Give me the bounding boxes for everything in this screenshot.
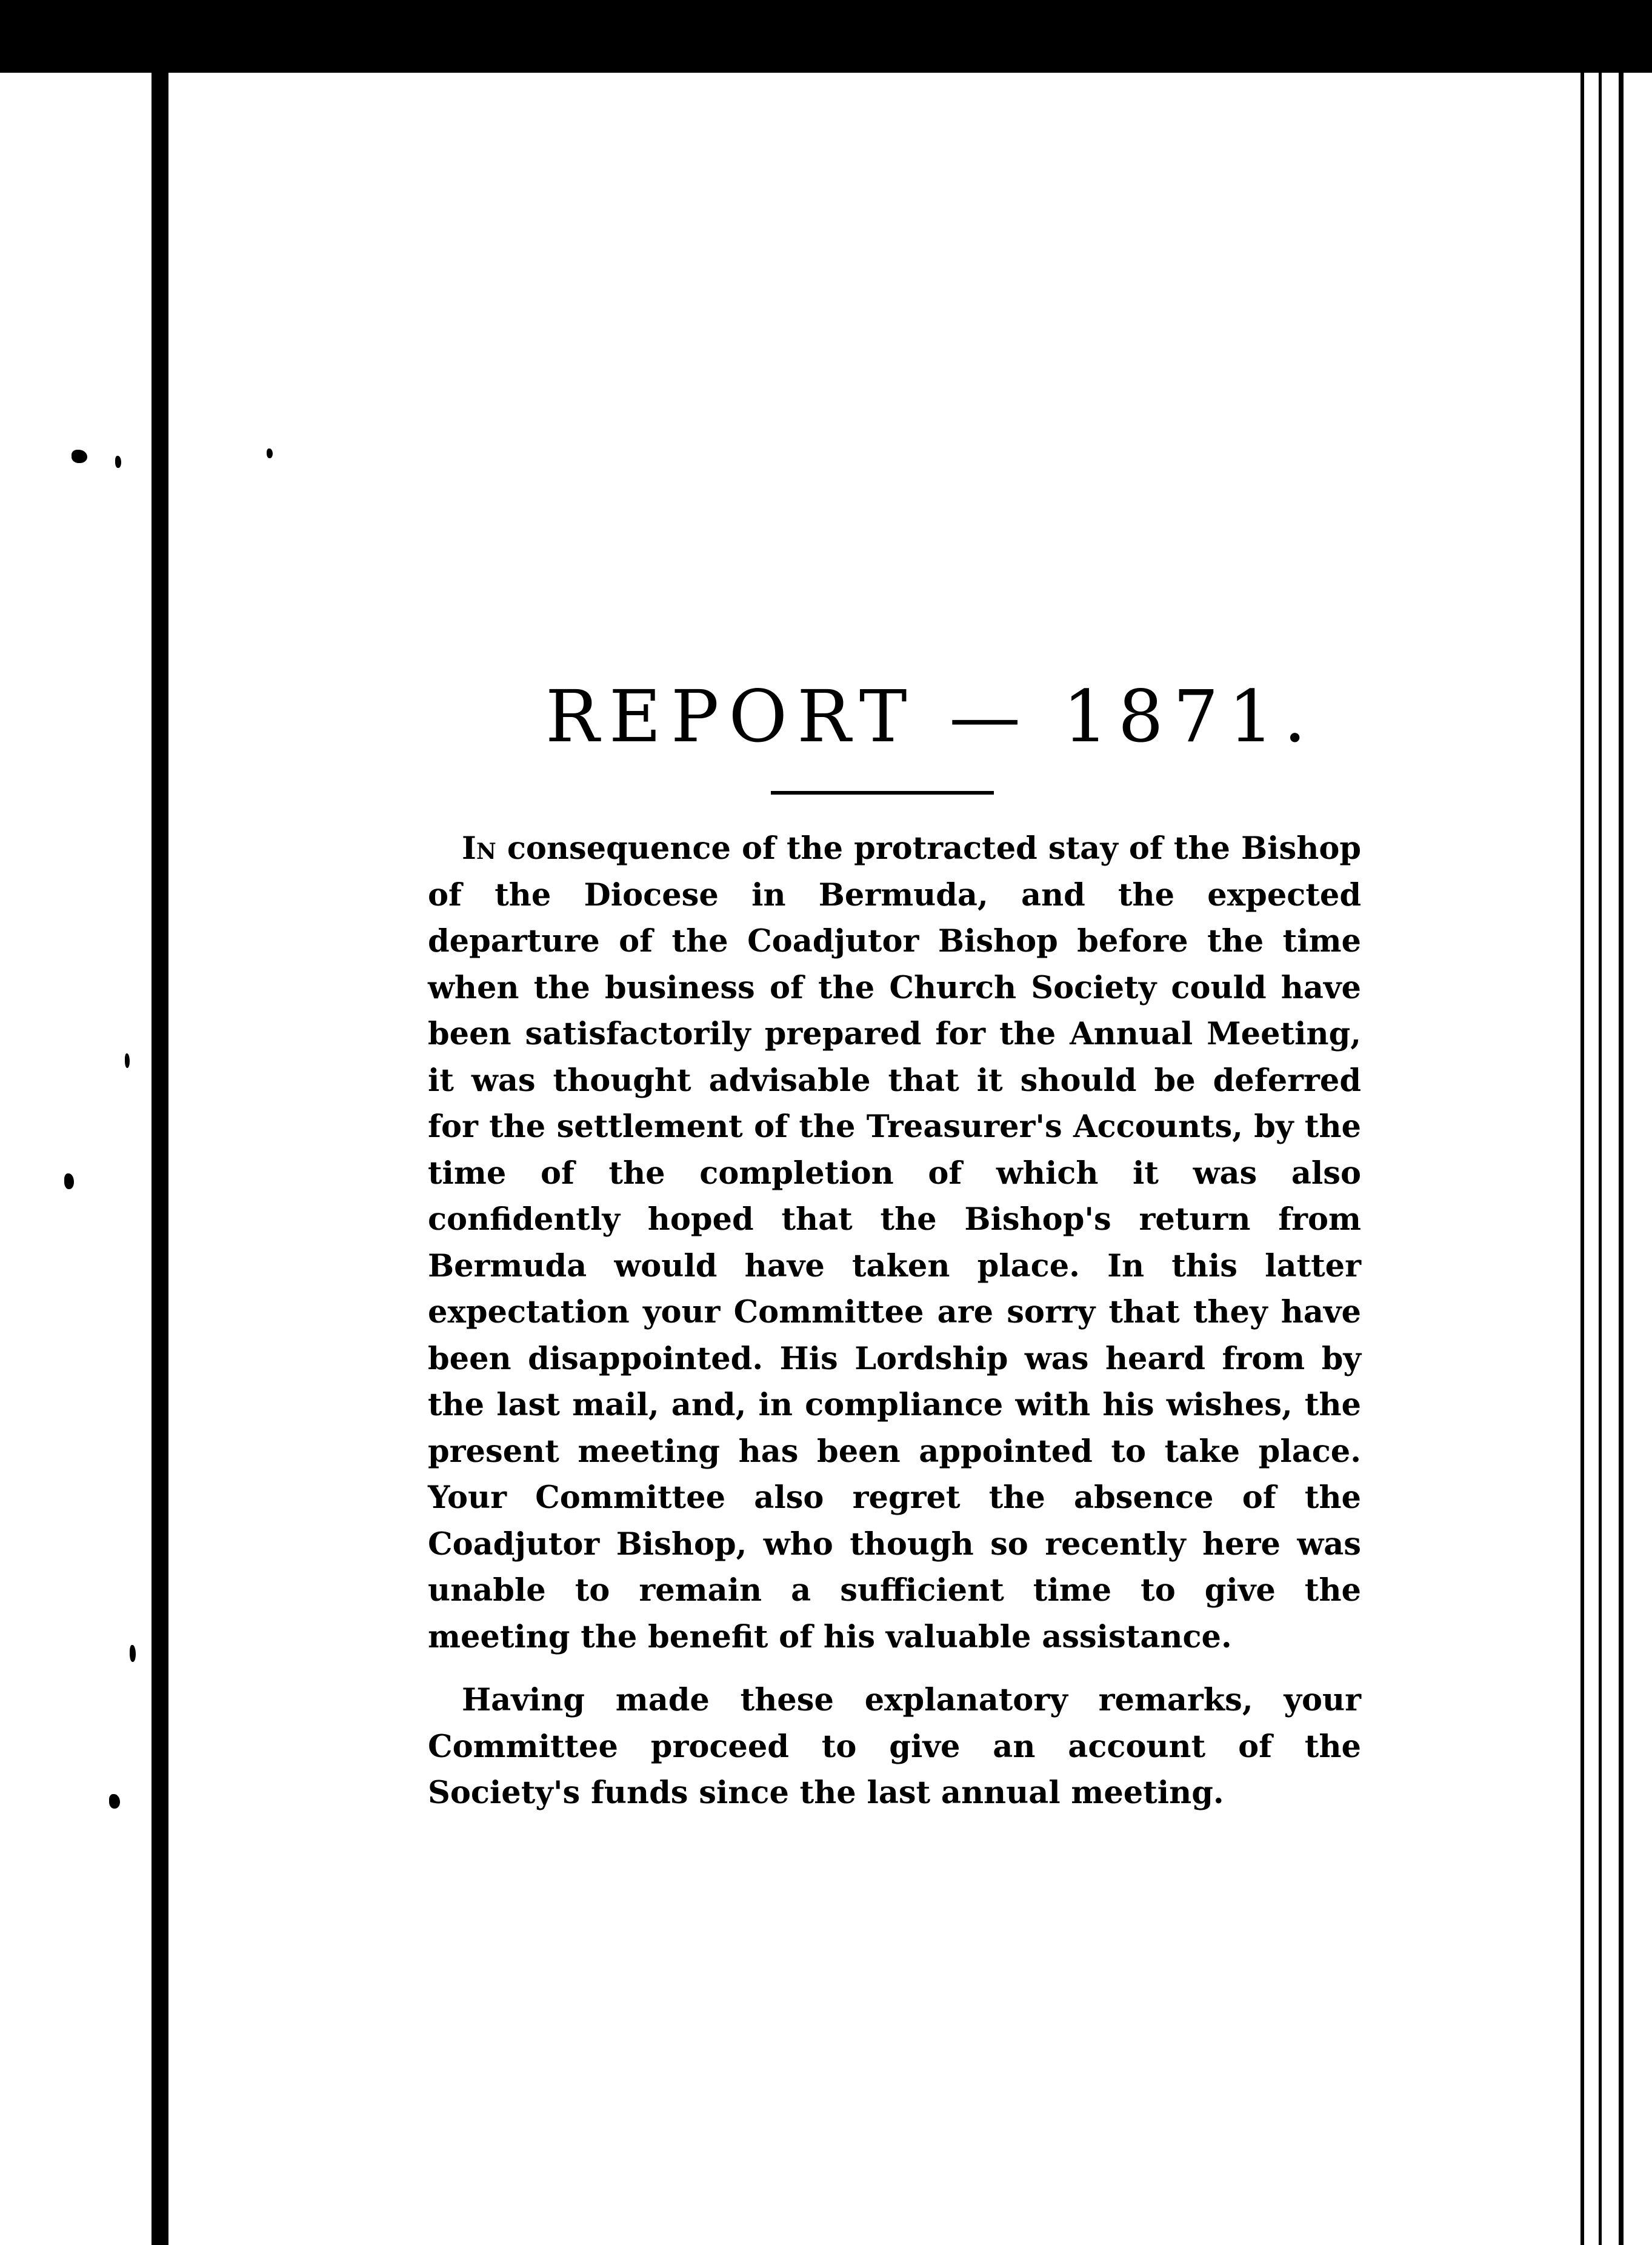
paragraph xyxy=(428,826,1361,1660)
page-edge-strip xyxy=(1602,73,1619,2245)
report-title: REPORT — 1871. xyxy=(545,675,1316,758)
page-edge-line xyxy=(1619,73,1624,2245)
page-edge-strip xyxy=(1584,73,1599,2245)
ink-speck xyxy=(115,456,121,468)
scan-border-top xyxy=(0,0,1652,73)
ink-speck xyxy=(72,450,87,463)
ink-speck xyxy=(267,449,273,458)
ink-speck xyxy=(109,1794,120,1809)
page-gutter xyxy=(153,73,168,2245)
report-body xyxy=(428,826,1361,1816)
paragraph-text: Having made these explanatory remarks, your Committee proceed to give an account of the Society's funds since the last annual meeting. xyxy=(428,1682,1361,1811)
paragraph-text: consequence of the protracted stay of the Bishop of the Diocese in Bermuda, and the expected departure of the Coadjutor Bishop before the time when the business of the Church Society could have been satisfactorily prepared for the Annual Meeting, it was thought advisable that it should be deferred for the settlement of the Treasurer's Accounts, by the time of the completion of which it was also confidently hoped that the Bishop's return from Bermuda would have taken place. In this latter expectation your Committee are sorry that they have been disappointed. His Lordship was heard from by the last mail, and, in compliance with his wishes, the present meeting has been appointed to take place. Your Committee also regret the absence of the Coadjutor Bishop, who though so recently here was unable to remain a sufficient time to give the meeting the benefit of his valuable assistance. xyxy=(428,830,1361,1655)
ink-speck xyxy=(130,1645,136,1662)
ink-speck xyxy=(64,1173,74,1189)
paragraph xyxy=(428,1677,1361,1816)
title-rule xyxy=(771,791,994,795)
page-edge-strip xyxy=(1624,73,1652,2245)
ink-speck xyxy=(125,1053,130,1068)
facing-page-edge xyxy=(0,73,152,2245)
paragraph-lead: In xyxy=(462,830,496,867)
